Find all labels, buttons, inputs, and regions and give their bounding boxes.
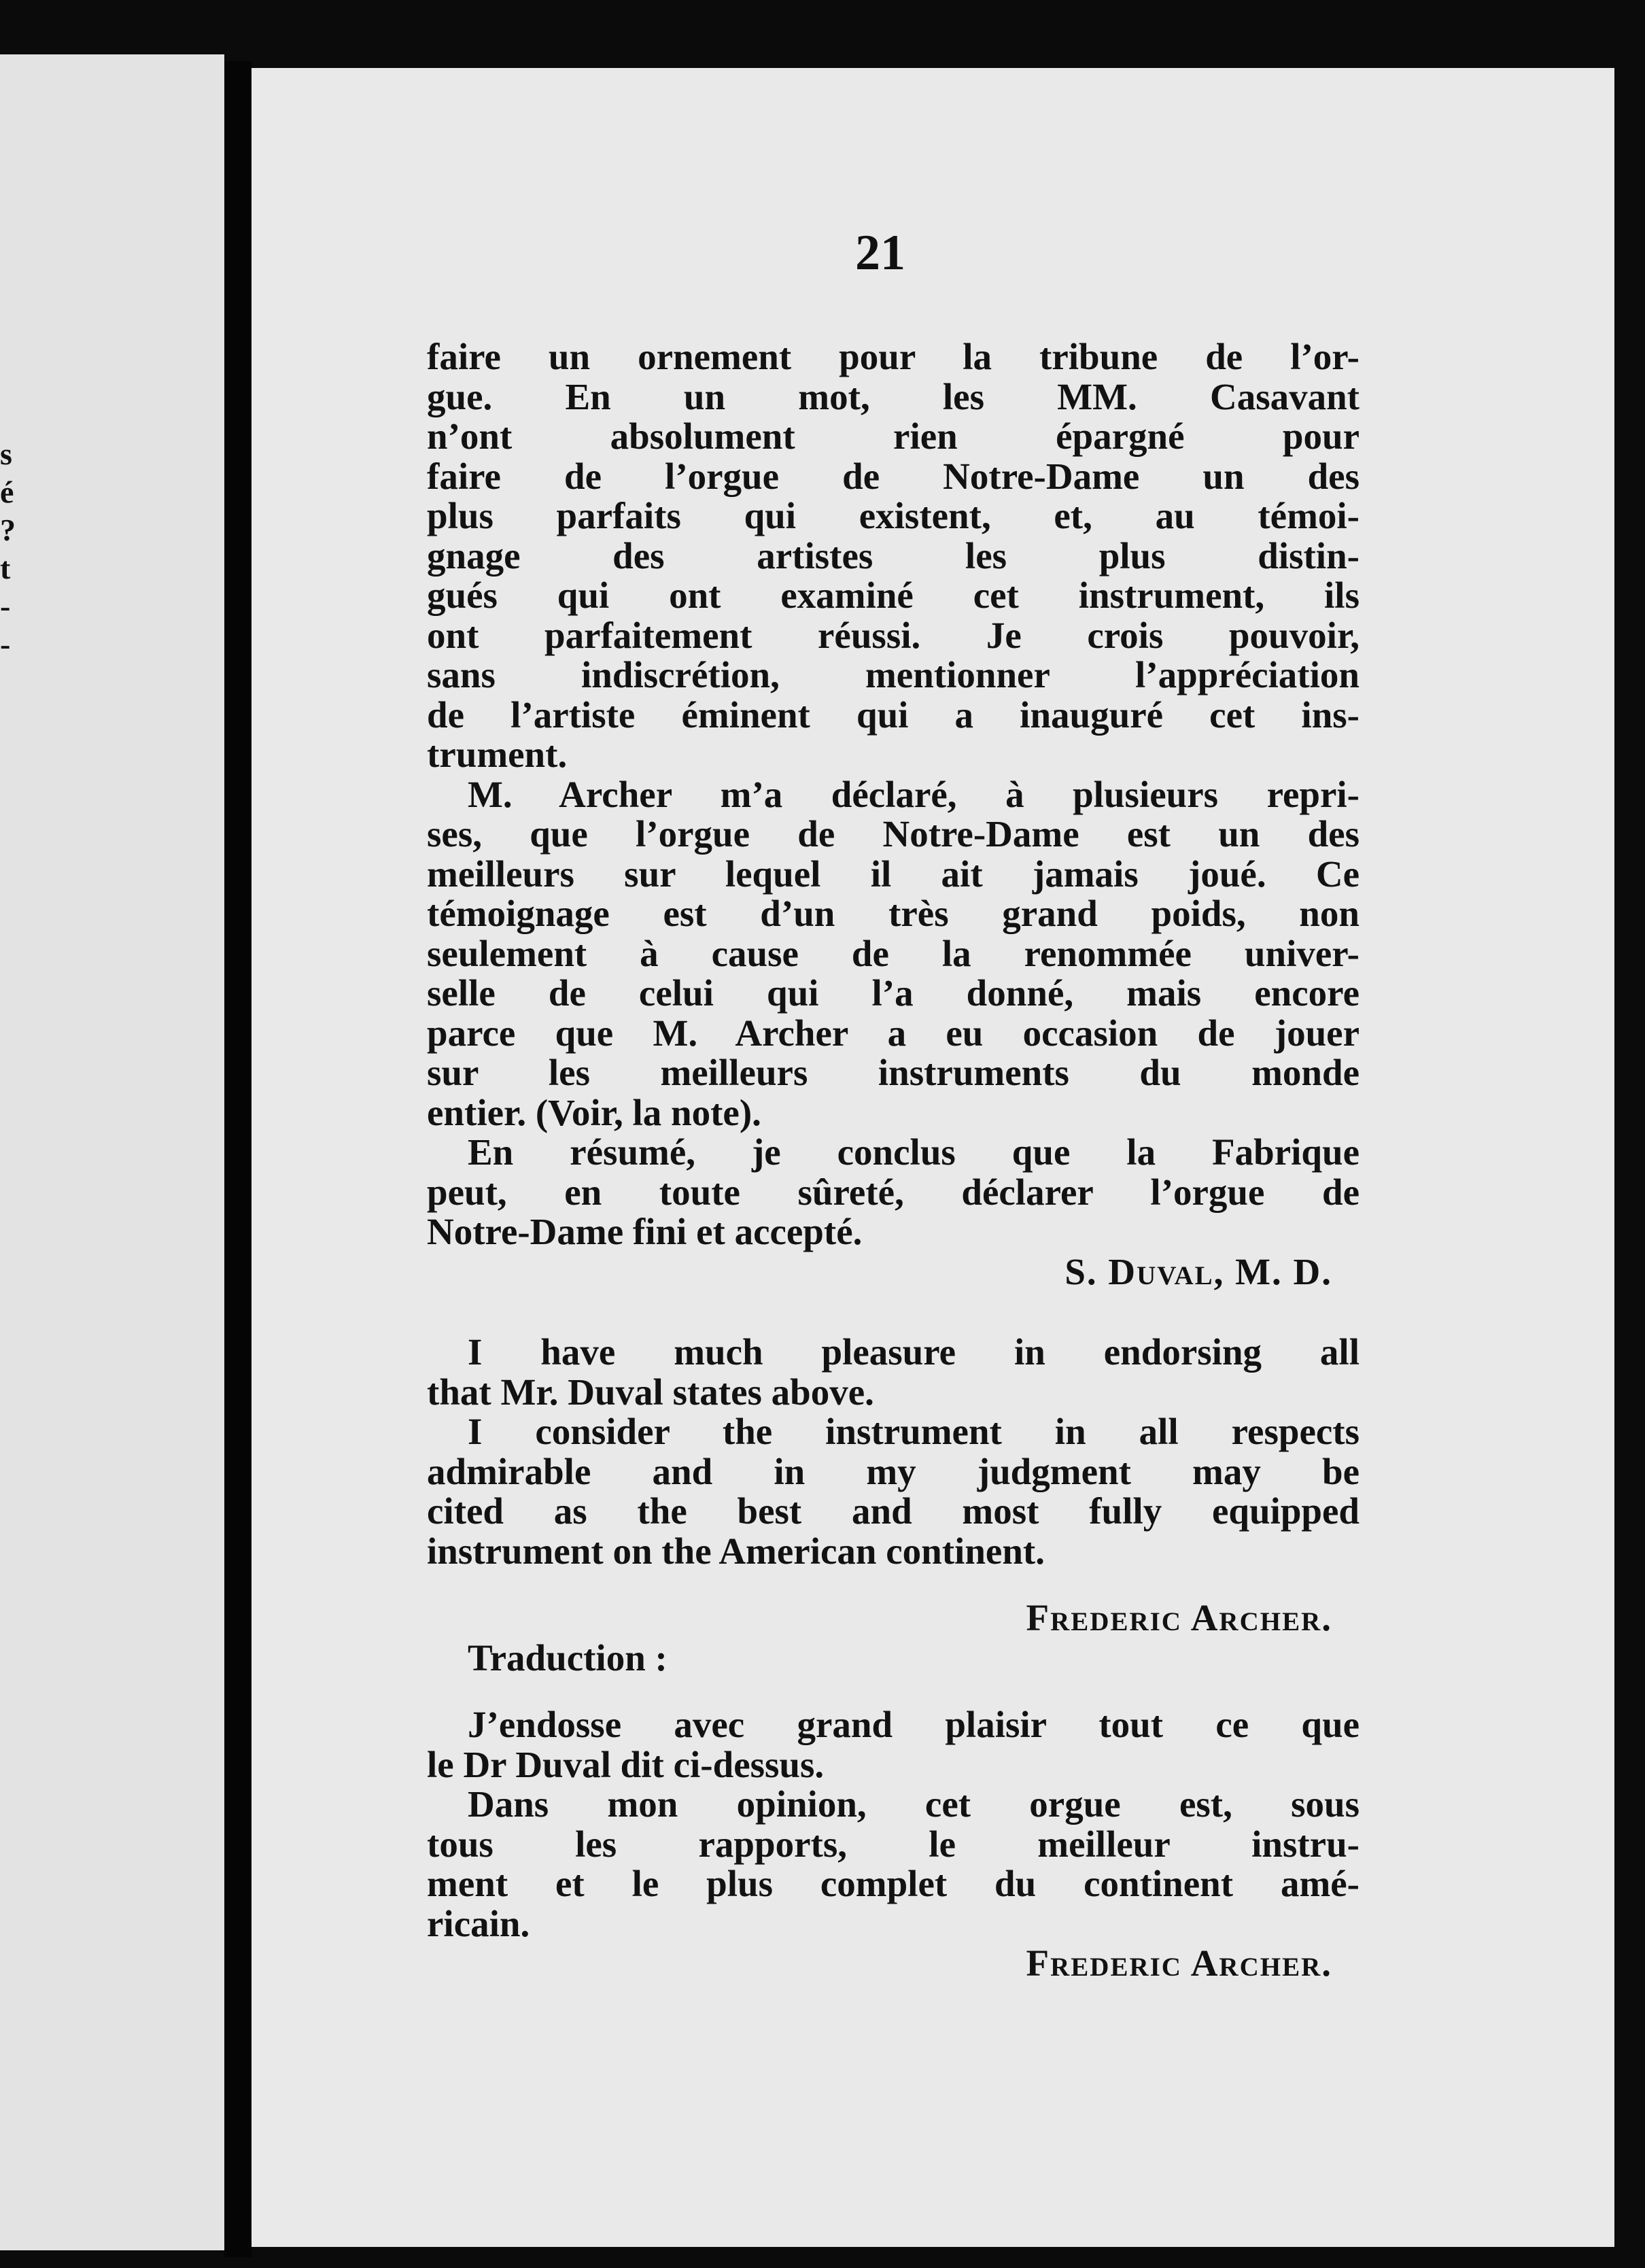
text-line: parce que M. Archer a eu occasion de jouer <box>427 1012 1360 1054</box>
paragraph-1 <box>427 337 1360 775</box>
text-line: faire de l’orgue de Notre-Dame un des <box>427 455 1360 497</box>
book-gutter <box>224 61 252 2257</box>
text-line: ment et le plus complet du continent amé- <box>427 1863 1360 1904</box>
french-paragraph-2 <box>427 1785 1360 1944</box>
english-paragraph-1 <box>427 1333 1360 1412</box>
signature-archer-translation: Frederic Archer. <box>1026 1942 1332 1984</box>
text-line: témoignage est d’un très grand poids, non <box>427 893 1360 934</box>
text-line: admirable and in my judgment may be <box>427 1450 1360 1492</box>
text-line: that Mr. Duval states above. <box>427 1371 874 1413</box>
text-line: trument. <box>427 734 568 775</box>
text-line: gnage des artistes les plus distin- <box>427 534 1360 577</box>
text-line: cited as the best and most fully equipped <box>427 1490 1360 1532</box>
text-line: Notre-Dame fini et accepté. <box>427 1211 863 1252</box>
edge-glyph: ? <box>0 513 16 547</box>
text-line: gués qui ont examiné cet instrument, ils <box>427 574 1360 616</box>
left-page <box>0 54 224 2250</box>
edge-glyph: t <box>0 551 11 585</box>
text-line: I consider the instrument in all respects <box>468 1411 1360 1452</box>
text-line: plus parfaits qui existent, et, au témoi- <box>427 495 1360 536</box>
page-text <box>427 337 1360 1984</box>
text-line: entier. (Voir, la note). <box>427 1091 761 1133</box>
edge-glyph: - <box>0 627 11 662</box>
paragraph-3 <box>427 1133 1360 1252</box>
text-line: tous les rapports, le meilleur instru- <box>427 1823 1360 1865</box>
french-paragraph-1 <box>427 1705 1360 1785</box>
paragraph-2 <box>427 775 1360 1133</box>
text-line: instrument on the American continent. <box>427 1530 1045 1572</box>
text-line: ont parfaitement réussi. Je crois pouvoir, <box>427 614 1360 656</box>
text-line: gue. En un mot, les MM. Casavant <box>427 375 1360 417</box>
english-paragraph-2 <box>427 1412 1360 1571</box>
text-line: J’endosse avec grand plaisir tout ce que <box>468 1704 1360 1745</box>
edge-glyph: - <box>0 589 11 623</box>
text-line: I have much pleasure in endorsing all <box>468 1331 1360 1373</box>
text-line: ricain. <box>427 1902 530 1944</box>
signature-archer: Frederic Archer. <box>1026 1597 1332 1638</box>
text-line: En résumé, je conclus que la Fabrique <box>468 1131 1360 1173</box>
text-line: sans indiscrétion, mentionner l’appréciation <box>427 654 1360 695</box>
text-line: meilleurs sur lequel il ait jamais joué. Ce <box>427 853 1360 895</box>
text-line: de l’artiste éminent qui a inauguré cet ins- <box>427 693 1360 736</box>
text-line: n’ont absolument rien épargné pour <box>427 415 1360 457</box>
signature-duval: S. Duval, M. D. <box>1064 1250 1332 1292</box>
text-line: seulement à cause de la renommée univer- <box>427 932 1360 974</box>
text-line: M. Archer m’a déclaré, à plusieurs repri- <box>468 773 1360 815</box>
text-line: le Dr Duval dit ci-dessus. <box>427 1743 825 1785</box>
text-line: ses, que l’orgue de Notre-Dame est un des <box>427 813 1360 855</box>
edge-glyph: é <box>0 475 14 509</box>
translation-heading: Traduction : <box>468 1636 668 1679</box>
text-line: peut, en toute sûreté, déclarer l’orgue de <box>427 1171 1360 1213</box>
text-line: selle de celui qui l’a donné, mais encore <box>427 972 1360 1014</box>
text-line: sur les meilleurs instruments du monde <box>427 1052 1360 1093</box>
edge-glyph: s <box>0 436 12 471</box>
left-page-edge-text <box>0 435 20 664</box>
page-number: 21 <box>855 225 905 281</box>
text-line: faire un ornement pour la tribune de l’or- <box>427 336 1360 377</box>
text-line: Dans mon opinion, cet orgue est, sous <box>468 1783 1360 1825</box>
